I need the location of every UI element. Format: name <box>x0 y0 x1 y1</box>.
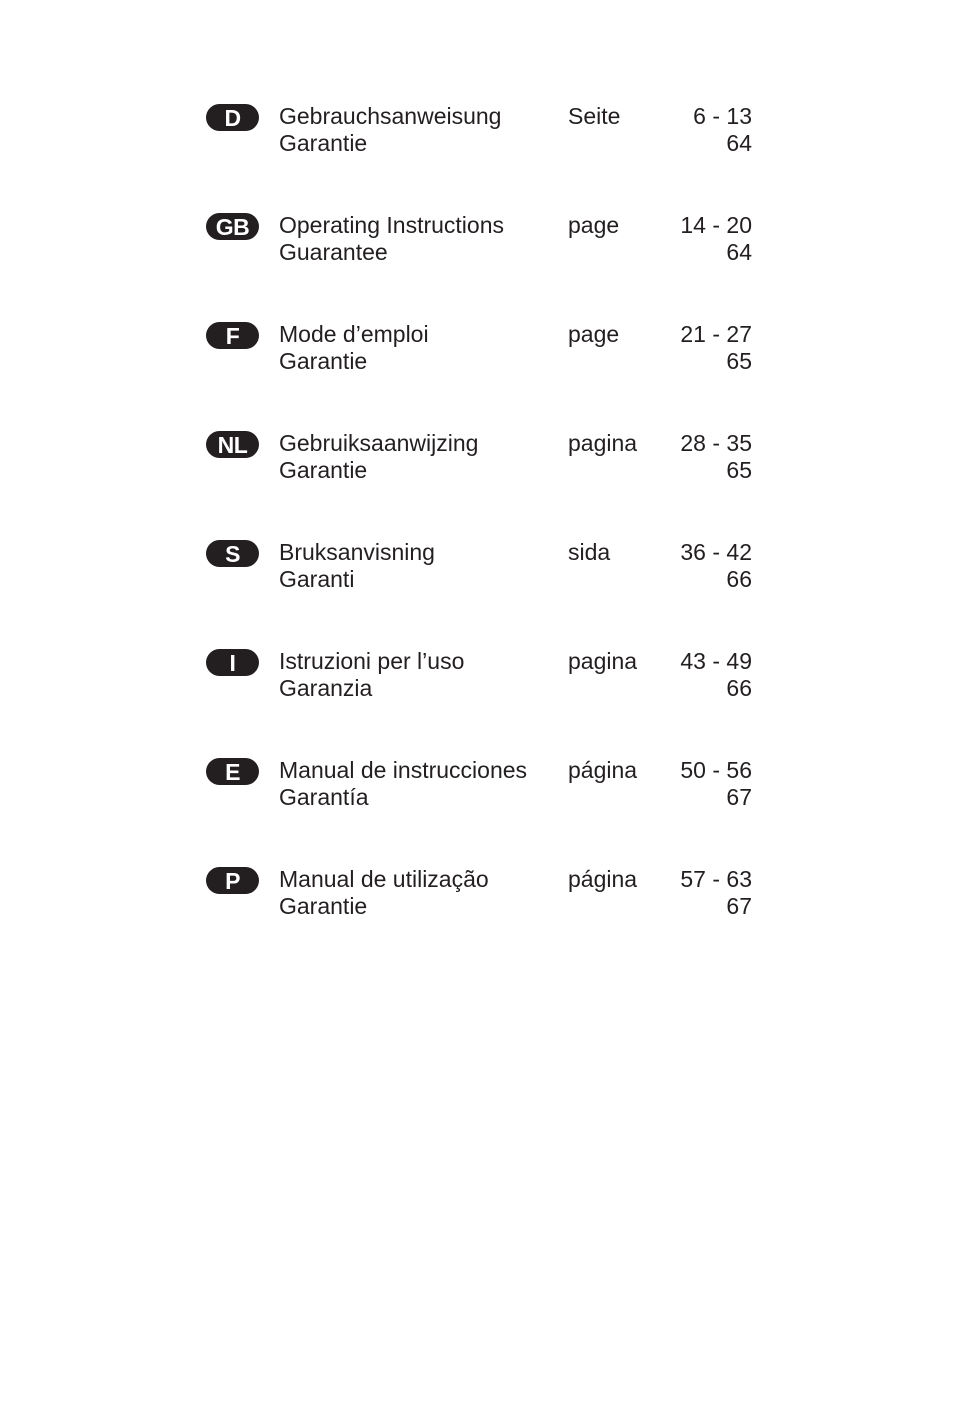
guarantee-page: 66 <box>726 675 752 701</box>
page-range: 50 - 56 <box>680 757 752 783</box>
manual-title: Bruksanvisning <box>279 539 435 565</box>
language-badge-s: S <box>206 540 259 567</box>
guarantee-page: 67 <box>726 784 752 810</box>
page-range: 21 - 27 <box>680 321 752 347</box>
guarantee-title: Guarantee <box>279 239 388 265</box>
manual-title: Gebrauchsanweisung <box>279 103 502 129</box>
manual-title: Gebruiksaanwijzing <box>279 430 479 456</box>
language-entry-s <box>206 537 766 646</box>
page-word: página <box>568 866 638 892</box>
language-entry-i <box>206 646 766 755</box>
guarantee-title: Garantie <box>279 130 368 156</box>
guarantee-page: 64 <box>726 239 752 265</box>
language-badge-e: E <box>206 758 259 785</box>
language-entry-nl <box>206 428 766 537</box>
manual-title: Istruzioni per l’uso <box>279 648 465 674</box>
page-range: 14 - 20 <box>680 212 752 238</box>
guarantee-title: Garantía <box>279 784 369 810</box>
language-badge-p: P <box>206 867 259 894</box>
language-badge-nl: NL <box>206 431 259 458</box>
guarantee-title: Garanzia <box>279 675 373 701</box>
guarantee-page: 67 <box>726 893 752 919</box>
page-word: page <box>568 212 620 238</box>
page-word: Seite <box>568 103 621 129</box>
language-badge-gb: GB <box>206 213 259 240</box>
page-range: 28 - 35 <box>680 430 752 456</box>
page-word: página <box>568 757 638 783</box>
page-word: page <box>568 321 620 347</box>
page-word: pagina <box>568 430 638 456</box>
language-badge-i: I <box>206 649 259 676</box>
language-entry-p <box>206 864 766 973</box>
page-range: 43 - 49 <box>680 648 752 674</box>
manual-title: Mode d’emploi <box>279 321 429 347</box>
language-entry-e <box>206 755 766 864</box>
guarantee-title: Garantie <box>279 348 368 374</box>
guarantee-page: 64 <box>726 130 752 156</box>
manual-title: Operating Instructions <box>279 212 505 238</box>
page-word: sida <box>568 539 611 565</box>
language-badge-f: F <box>206 322 259 349</box>
guarantee-page: 66 <box>726 566 752 592</box>
manual-title: Manual de utilização <box>279 866 489 892</box>
manual-title: Manual de instrucciones <box>279 757 528 783</box>
page-word: pagina <box>568 648 638 674</box>
guarantee-title: Garanti <box>279 566 355 592</box>
guarantee-page: 65 <box>726 457 752 483</box>
language-entry-f <box>206 319 766 428</box>
page-range: 57 - 63 <box>680 866 752 892</box>
language-entry-d <box>206 101 766 210</box>
guarantee-page: 65 <box>726 348 752 374</box>
language-entry-gb <box>206 210 766 319</box>
page-range: 36 - 42 <box>680 539 752 565</box>
page-range: 6 - 13 <box>693 103 752 129</box>
guarantee-title: Garantie <box>279 457 368 483</box>
language-index <box>206 101 766 973</box>
guarantee-title: Garantie <box>279 893 368 919</box>
language-badge-d: D <box>206 104 259 131</box>
